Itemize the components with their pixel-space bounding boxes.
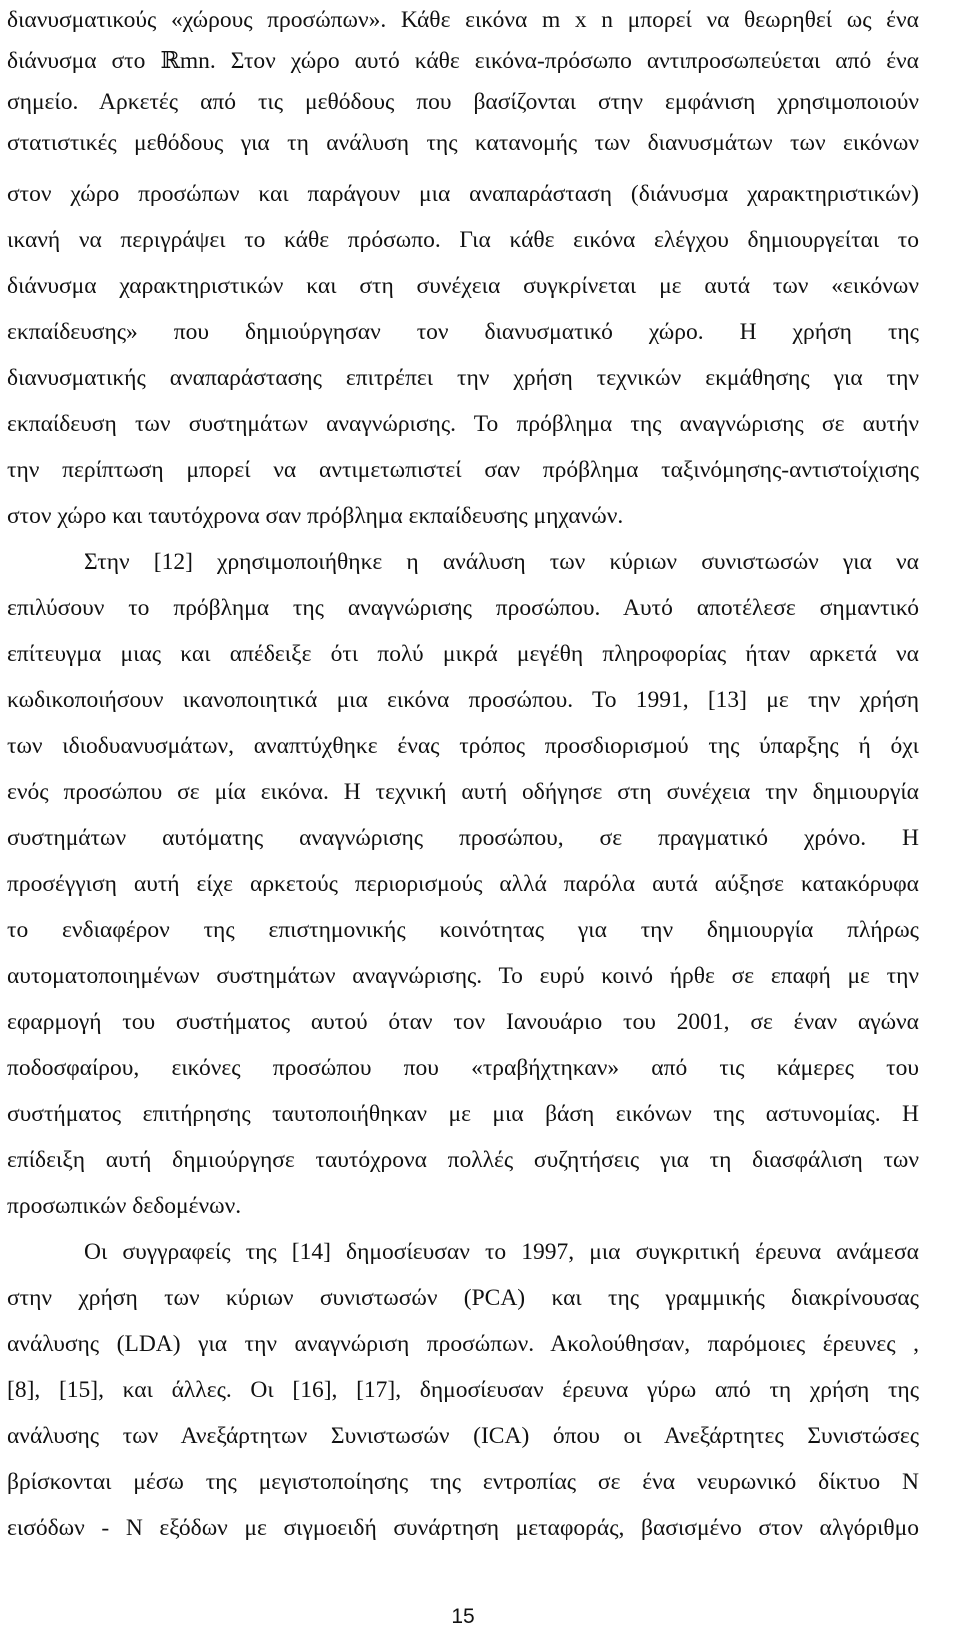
text-line: εισόδων - Ν εξόδων με σιγμοειδή συνάρτηση μεταφοράς, βασισμένο στον αλγόριθμο [7, 1515, 919, 1541]
text-line: διάνυσμα στο ℝmn. Στον χώρο αυτό κάθε εικόνα-πρόσωπο αντιπροσωπεύεται από ένα [7, 48, 919, 74]
text-line: ποδοσφαίρου, εικόνες προσώπου που «τραβήχτηκαν» από τις κάμερες του [7, 1055, 919, 1081]
text-line: διανυσματικούς «χώρους προσώπων». Κάθε εικόνα m x n μπορεί να θεωρηθεί ως ένα [7, 7, 919, 33]
text-line: συστημάτων αυτόματης αναγνώρισης προσώπου, σε πραγματικό χρόνο. Η [7, 825, 919, 851]
text-line: κωδικοποιήσουν ικανοποιητικά μια εικόνα προσώπου. Το 1991, [13] με την χρήση [7, 687, 919, 713]
text-line: επίδειξη αυτή δημιούργησε ταυτόχρονα πολλές συζητήσεις για τη διασφάλιση των [7, 1147, 919, 1173]
text-line: ενός προσώπου σε μία εικόνα. Η τεχνική αυτή οδήγησε στη συνέχεια την δημιουργία [7, 779, 919, 805]
text-line: εκπαίδευσης» που δημιούργησαν τον διανυσματικό χώρο. Η χρήση της [7, 319, 919, 345]
text-line: επιλύσουν το πρόβλημα της αναγνώρισης προσώπου. Αυτό αποτέλεσε σημαντικό [7, 595, 919, 621]
page-number: 15 [451, 1605, 475, 1628]
text-line: το ενδιαφέρον της επιστημονικής κοινότητας για την δημιουργία πλήρως [7, 917, 919, 943]
text-line: βρίσκονται μέσω της μεγιστοποίησης της εντροπίας σε ένα νευρωνικό δίκτυο Ν [7, 1469, 919, 1495]
text-line: διανυσματικής αναπαράστασης επιτρέπει την χρήση τεχνικών εκμάθησης για την [7, 365, 919, 391]
text-line: στατιστικές μεθόδους για τη ανάλυση της κατανομής των διανυσμάτων των εικόνων [7, 130, 919, 156]
paragraph-first-line: Οι συγγραφείς της [14] δημοσίευσαν το 1997, μια συγκριτική έρευνα ανάμεσα [84, 1239, 919, 1265]
text-line: προσωπικών δεδομένων. [7, 1193, 242, 1219]
text-line: [8], [15], και άλλες. Οι [16], [17], δημοσίευσαν έρευνα γύρω από τη χρήση της [7, 1377, 919, 1403]
text-line: στην χρήση των κύριων συνιστωσών (PCA) και της γραμμικής διακρίνουσας [7, 1285, 919, 1311]
text-line: εκπαίδευση των συστημάτων αναγνώρισης. Το πρόβλημα της αναγνώρισης σε αυτήν [7, 411, 919, 437]
text-line: αυτοματοποιημένων συστημάτων αναγνώρισης. Το ευρύ κοινό ήρθε σε επαφή με την [7, 963, 919, 989]
text-line: στον χώρο και ταυτόχρονα σαν πρόβλημα εκπαίδευσης μηχανών. [7, 503, 624, 529]
document-page [7, 0, 919, 1643]
text-line: ανάλυσης των Ανεξάρτητων Συνιστωσών (ICA) όπου οι Ανεξάρτητες Συνιστώσες [7, 1423, 919, 1449]
text-line: διάνυσμα χαρακτηριστικών και στη συνέχεια συγκρίνεται με αυτά των «εικόνων [7, 273, 919, 299]
text-line: προσέγγιση αυτή είχε αρκετούς περιορισμούς αλλά παρόλα αυτά αύξησε κατακόρυφα [7, 871, 919, 897]
text-line: σημείο. Αρκετές από τις μεθόδους που βασίζονται στην εμφάνιση χρησιμοποιούν [7, 89, 919, 115]
text-line: εφαρμογή του συστήματος αυτού όταν τον Ιανουάριο του 2001, σε έναν αγώνα [7, 1009, 919, 1035]
text-line: την περίπτωση μπορεί να αντιμετωπιστεί σαν πρόβλημα ταξινόμησης-αντιστοίχισης [7, 457, 919, 483]
text-line: ανάλυσης (LDA) για την αναγνώριση προσώπων. Ακολούθησαν, παρόμοιες έρευνες , [7, 1331, 919, 1357]
text-line: στον χώρο προσώπων και παράγουν μια αναπαράσταση (διάνυσμα χαρακτηριστικών) [7, 181, 919, 207]
text-line: επίτευγμα μιας και απέδειξε ότι πολύ μικρά μεγέθη πληροφορίας ήταν αρκετά να [7, 641, 919, 667]
text-line: των ιδιοδυανυσμάτων, αναπτύχθηκε ένας τρόπος προσδιορισμού της ύπαρξης ή όχι [7, 733, 919, 759]
text-line: συστήματος επιτήρησης ταυτοποιήθηκαν με μια βάση εικόνων της αστυνομίας. Η [7, 1101, 919, 1127]
paragraph-first-line: Στην [12] χρησιμοποιήθηκε η ανάλυση των κύριων συνιστωσών για να [84, 549, 919, 575]
text-line: ικανή να περιγράψει το κάθε πρόσωπο. Για κάθε εικόνα ελέγχου δημιουργείται το [7, 227, 919, 253]
